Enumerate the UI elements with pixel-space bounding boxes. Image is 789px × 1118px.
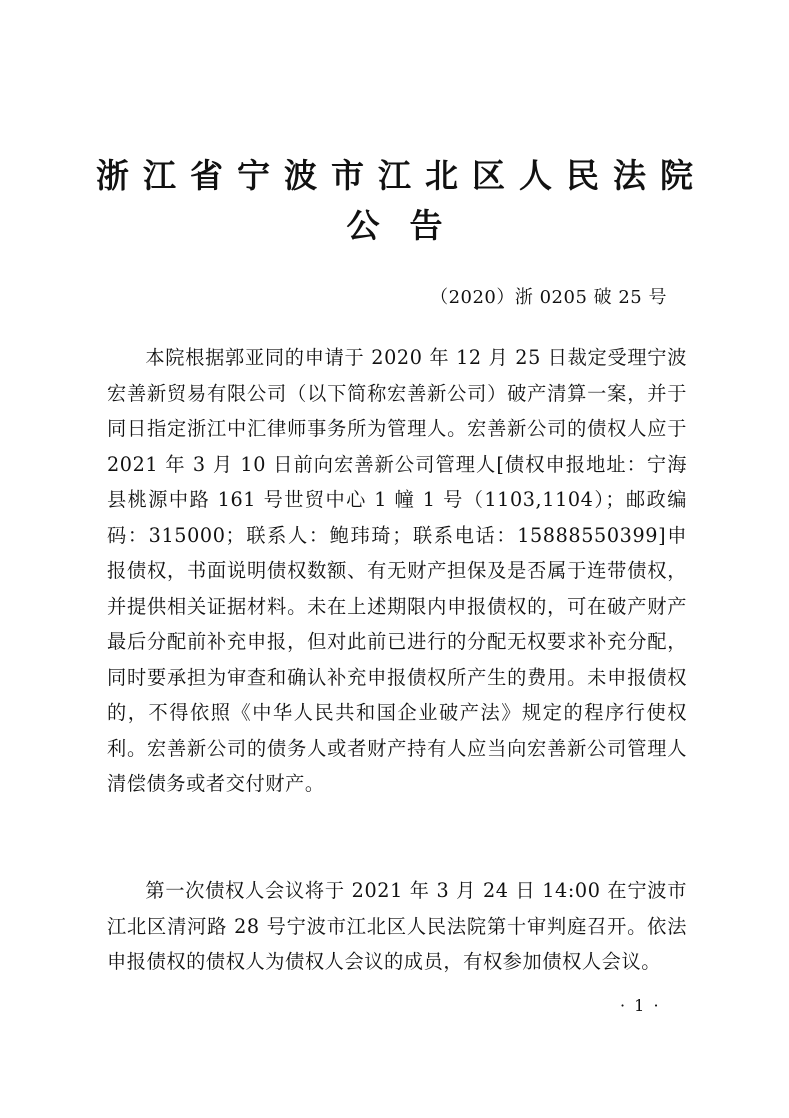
paragraph-text: 第一次债权人会议将于 2021 年 3 月 24 日 14:00 在宁波市江北区清河路 28 号宁波市江北区人民法院第十审判庭召开。依法申报债权的债权人为债权人会议的成员，有权参加债权人会议。 — [107, 879, 687, 973]
case-number: （2020）浙 0205 破 25 号 — [430, 287, 667, 308]
body-paragraph-2 — [107, 873, 687, 980]
body-paragraph-1 — [107, 340, 687, 802]
page-number: · 1 · — [620, 996, 661, 1015]
court-name-heading: 浙江省宁波市江北区人民法院 — [96, 156, 707, 195]
notice-title: 公告 — [346, 206, 473, 245]
paragraph-text: 本院根据郭亚同的申请于 2020 年 12 月 25 日裁定受理宁波宏善新贸易有限公司（以下简称宏善新公司）破产清算一案，并于同日指定浙江中汇律师事务所为管理人。宏善新公司的债权人应于 2021 年 3 月 10 日前向宏善新公司管理人[债权申报地址：宁海县桃源中路 161 号世贸中心 1 幢 1 号（1103,1104）；邮政编码：315000；联系人：鲍玮琦；联系电话：15888550399]申报债权，书面说明债权数额、有无财产担保及是否属于连带债权，并提供相关证据材料。未在上述期限内申报债权的，可在破产财产最后分配前补充申报，但对此前已进行的分配无权要求补充分配，同时要承担为审查和确认补充申报债权所产生的费用。未申报债权的，不得依照《中华人民共和国企业破产法》规定的程序行使权利。宏善新公司的债务人或者财产持有人应当向宏善新公司管理人清偿债务或者交付财产。 — [107, 346, 687, 795]
